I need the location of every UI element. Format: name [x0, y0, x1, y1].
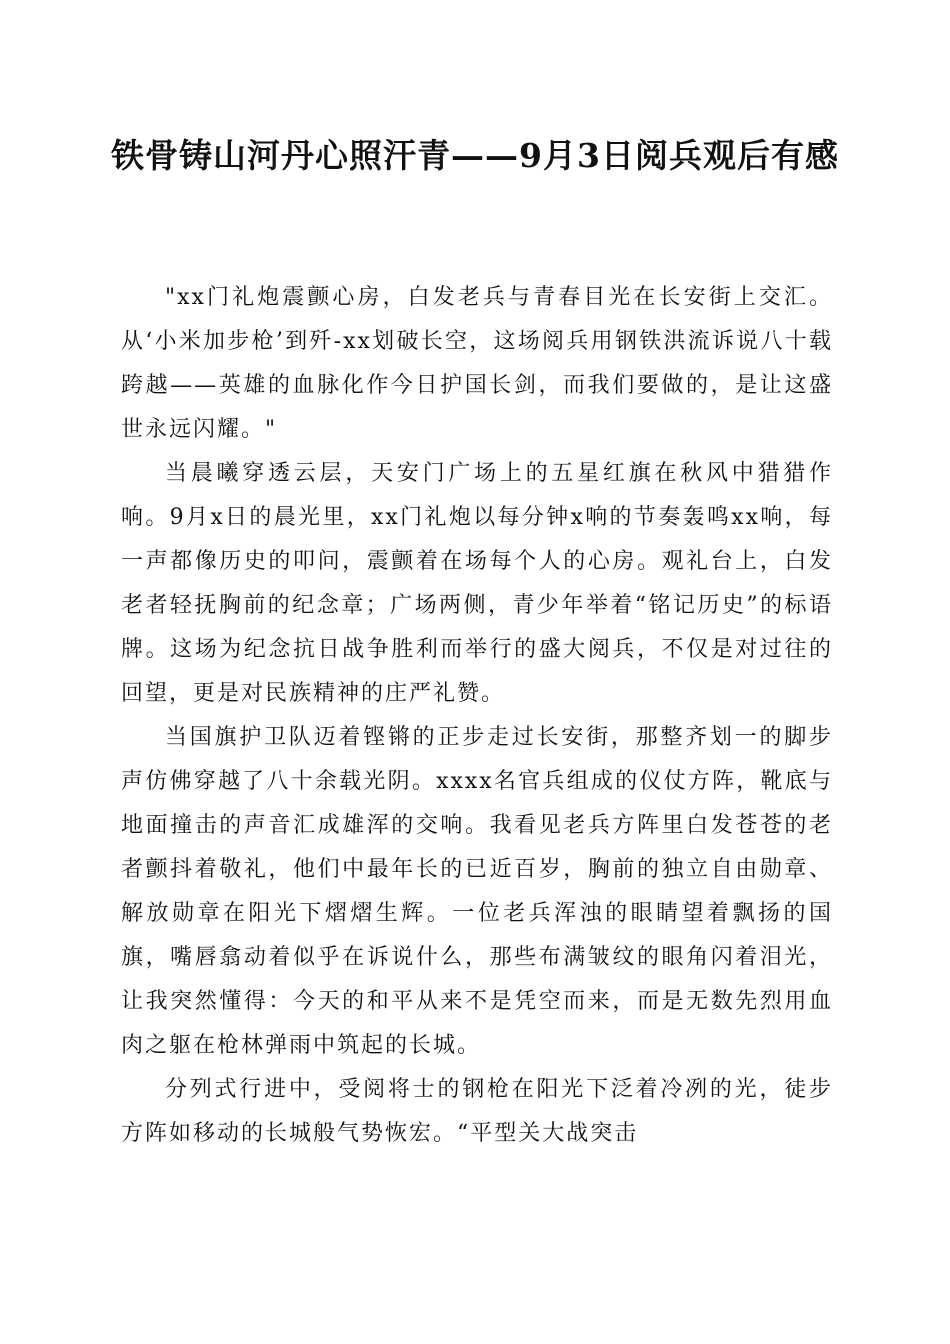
paragraph-quote: "xx门礼炮震颤心房，白发老兵与青春目光在长安街上交汇。从‘小米加步枪’到歼-xx划破长空，这场阅兵用钢铁洪流诉说八十载跨越——英雄的血脉化作今日护国长剑，而我们要做的，是让这盛世永远闪耀。"	[121, 285, 833, 442]
paragraph-dawn: 当晨曦穿透云层，天安门广场上的五星红旗在秋风中猎猎作响。9月x日的晨光里，xx门礼炮以每分钟x响的节奏轰鸣xx响，每一声都像历史的叩问，震颤着在场每个人的心房。观礼台上，白发老者轻抚胸前的纪念章；广场两侧，青少年举着“铭记历史”的标语牌。这场为纪念抗日战争胜利而举行的盛大阅兵，不仅是对过往的回望，更是对民族精神的庄严礼赞。	[121, 461, 833, 706]
paragraph-honor-guard: 当国旗护卫队迈着铿锵的正步走过长安街，那整齐划一的脚步声仿佛穿越了八十余载光阴。xxxx名官兵组成的仪仗方阵，靴底与地面撞击的声音汇成雄浑的交响。我看见老兵方阵里白发苍苍的老者颤抖着敬礼，他们中最年长的已近百岁，胸前的独立自由勋章、解放勋章在阳光下熠熠生辉。一位老兵浑浊的眼睛望着飘扬的国旗，嘴唇翕动着似乎在诉说什么，那些布满皱纹的眼角闪着泪光，让我突然懂得：今天的和平从来不是凭空而来，而是无数先烈用血肉之躯在枪林弹雨中筑起的长城。	[121, 725, 833, 1058]
document-title: 铁骨铸山河丹心照汗青——9月3日阅兵观后有感	[111, 136, 839, 175]
document-body	[121, 276, 833, 1156]
paragraph-march: 分列式行进中，受阅将士的钢枪在阳光下泛着冷冽的光，徒步方阵如移动的长城般气势恢宏。“平型关大战突击	[121, 1077, 833, 1146]
